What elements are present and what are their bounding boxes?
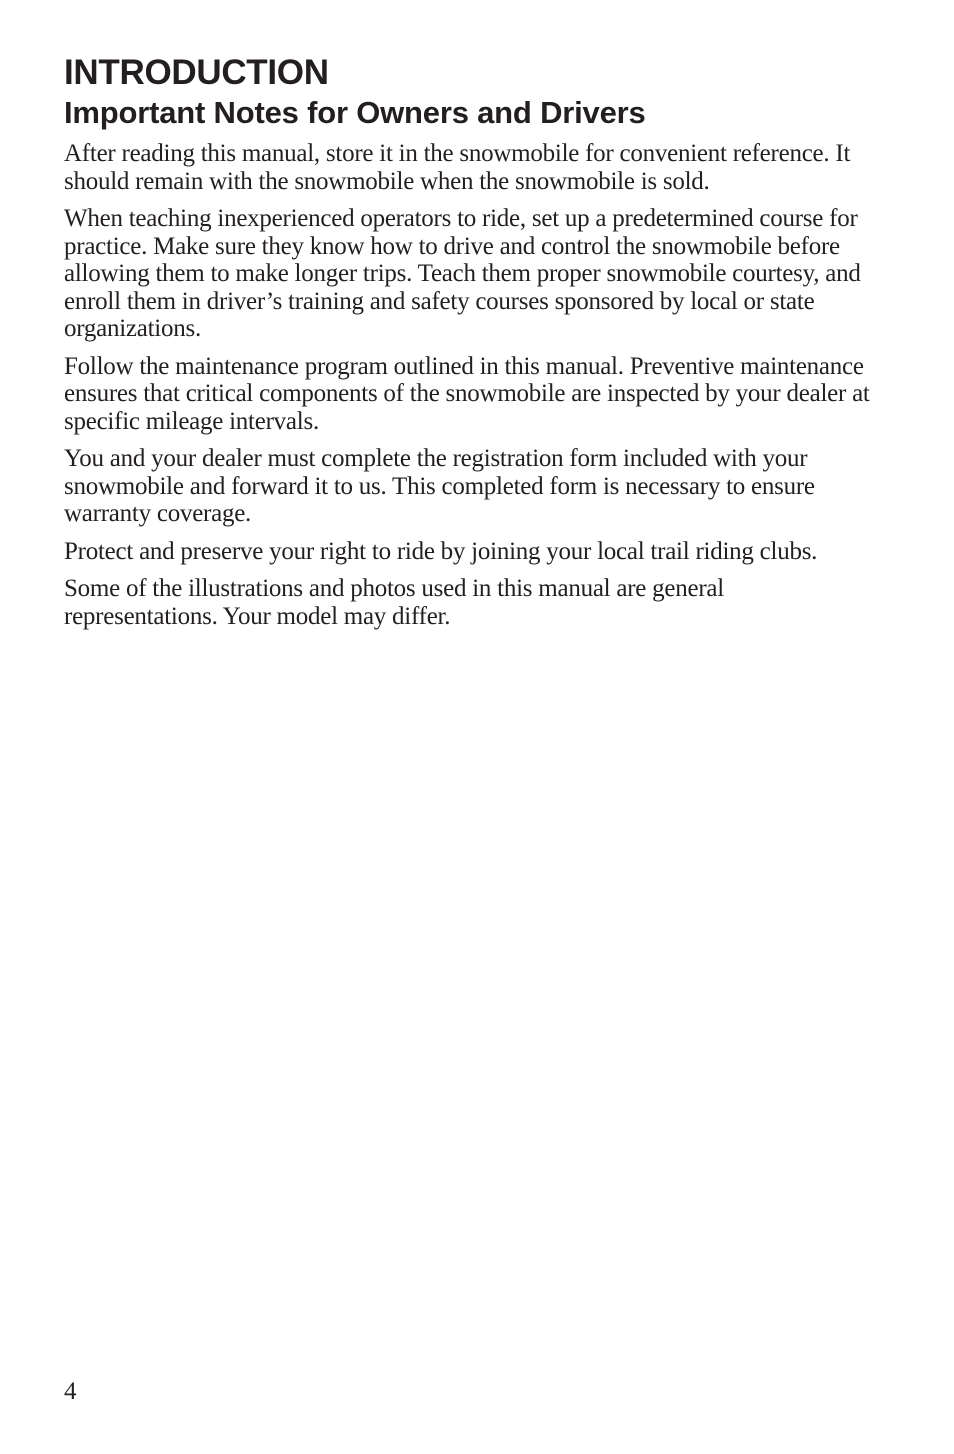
paragraph-trail-clubs: Protect and preserve your right to ride by joining your local trail riding clubs.	[64, 537, 818, 565]
paragraph-registration: You and your dealer must complete the registration form included with your snowmobile and forward it to us. This completed form is necessary to ensure warranty coverage.	[64, 445, 815, 527]
paragraph-illustrations: Some of the illustrations and photos used in this manual are general representations. Your model may differ.	[64, 575, 724, 630]
page-number: 4	[64, 1378, 77, 1405]
section-title: INTRODUCTION	[64, 53, 329, 92]
paragraph-maintenance: Follow the maintenance program outlined in this manual. Preventive maintenance ensures that critical components of the snowmobile are inspected by your dealer at specific mileage intervals.	[64, 352, 870, 435]
page-content	[64, 52, 874, 640]
paragraph-training: When teaching inexperienced operators to ride, set up a predetermined course for practice. Make sure they know how to drive and control the snowmobile before allowing them to make longer trips. Teach them proper snowmobile courtesy, and enroll them in driver’s training and safety courses sponsored by local or state organizations.	[64, 205, 861, 342]
paragraph-storage: After reading this manual, store it in the snowmobile for convenient reference. It should remain with the snowmobile when the snowmobile is sold.	[64, 140, 851, 195]
subsection-title: Important Notes for Owners and Drivers	[64, 95, 646, 130]
